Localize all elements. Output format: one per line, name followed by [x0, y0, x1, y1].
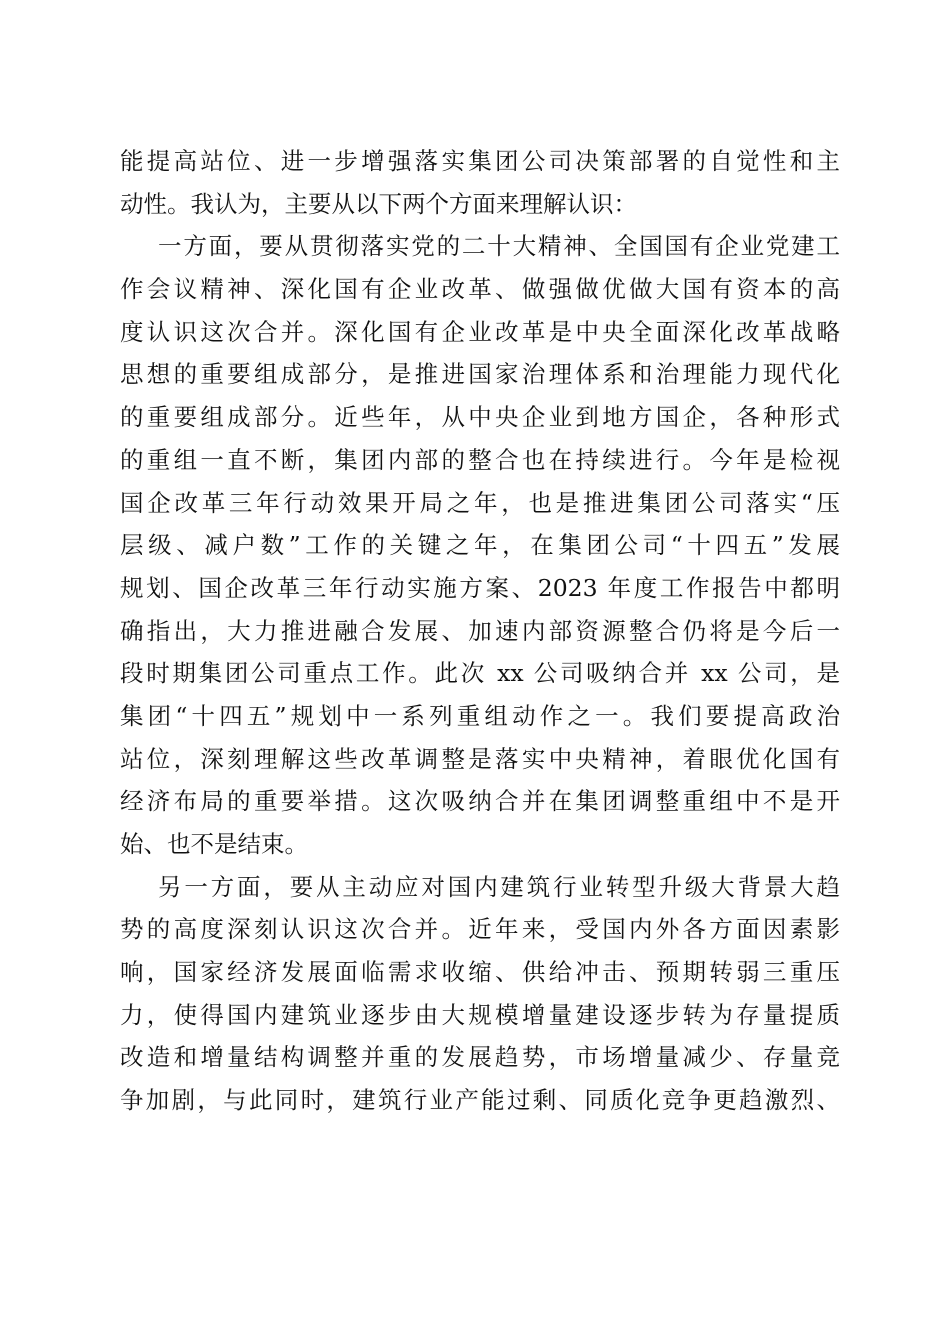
text-line: 的重组一直不断，集团内部的整合也在持续进行。今年是检视 [120, 445, 840, 474]
text-line: 思想的重要组成部分，是推进国家治理体系和治理能力现代化 [120, 360, 840, 389]
text-line: 作会议精神、深化国有企业改革、做强做优做大国有资本的高 [120, 275, 840, 304]
text-line: 层级、减户数”工作的关键之年，在集团公司“十四五”发展 [120, 531, 840, 560]
paragraph-first-line: 另一方面，要从主动应对国内建筑行业转型升级大背景大趋 [158, 872, 840, 901]
text-line: 经济布局的重要举措。这次吸纳合并在集团调整重组中不是开 [120, 787, 840, 816]
text-line: 段时期集团公司重点工作。此次 xx 公司吸纳合并 xx 公司，是 [120, 659, 840, 688]
text-line: 站位，深刻理解这些改革调整是落实中央精神，着眼优化国有 [120, 744, 840, 773]
text-line: 动性。我认为，主要从以下两个方面来理解认识： [120, 189, 637, 218]
text-line: 能提高站位、进一步增强落实集团公司决策部署的自觉性和主 [120, 147, 840, 175]
document-body [120, 140, 840, 1122]
text-line: 规划、国企改革三年行动实施方案、2023 年度工作报告中都明 [120, 573, 840, 602]
text-line: 响，国家经济发展面临需求收缩、供给冲击、预期转弱三重压 [120, 958, 840, 987]
text-line: 力，使得国内建筑业逐步由大规模增量建设逐步转为存量提质 [120, 1000, 840, 1029]
text-line: 始、也不是结束。 [120, 830, 308, 858]
text-line: 改造和增量结构调整并重的发展趋势，市场增量减少、存量竞 [120, 1043, 840, 1072]
text-line: 争加剧，与此同时，建筑行业产能过剩、同质化竞争更趋激烈、 [120, 1086, 840, 1115]
text-line: 势的高度深刻认识这次合并。近年来，受国内外各方面因素影 [120, 915, 840, 944]
text-line: 的重要组成部分。近些年，从中央企业到地方国企，各种形式 [120, 403, 840, 432]
text-line: 确指出，大力推进融合发展、加速内部资源整合仍将是今后一 [120, 616, 840, 645]
paragraph-first-line: 一方面，要从贯彻落实党的二十大精神、全国国有企业党建工 [158, 232, 840, 261]
text-line: 集团“十四五”规划中一系列重组动作之一。我们要提高政治 [120, 701, 840, 730]
text-line: 度认识这次合并。深化国有企业改革是中央全面深化改革战略 [120, 317, 840, 346]
text-line: 国企改革三年行动效果开局之年，也是推进集团公司落实“压 [120, 488, 840, 517]
